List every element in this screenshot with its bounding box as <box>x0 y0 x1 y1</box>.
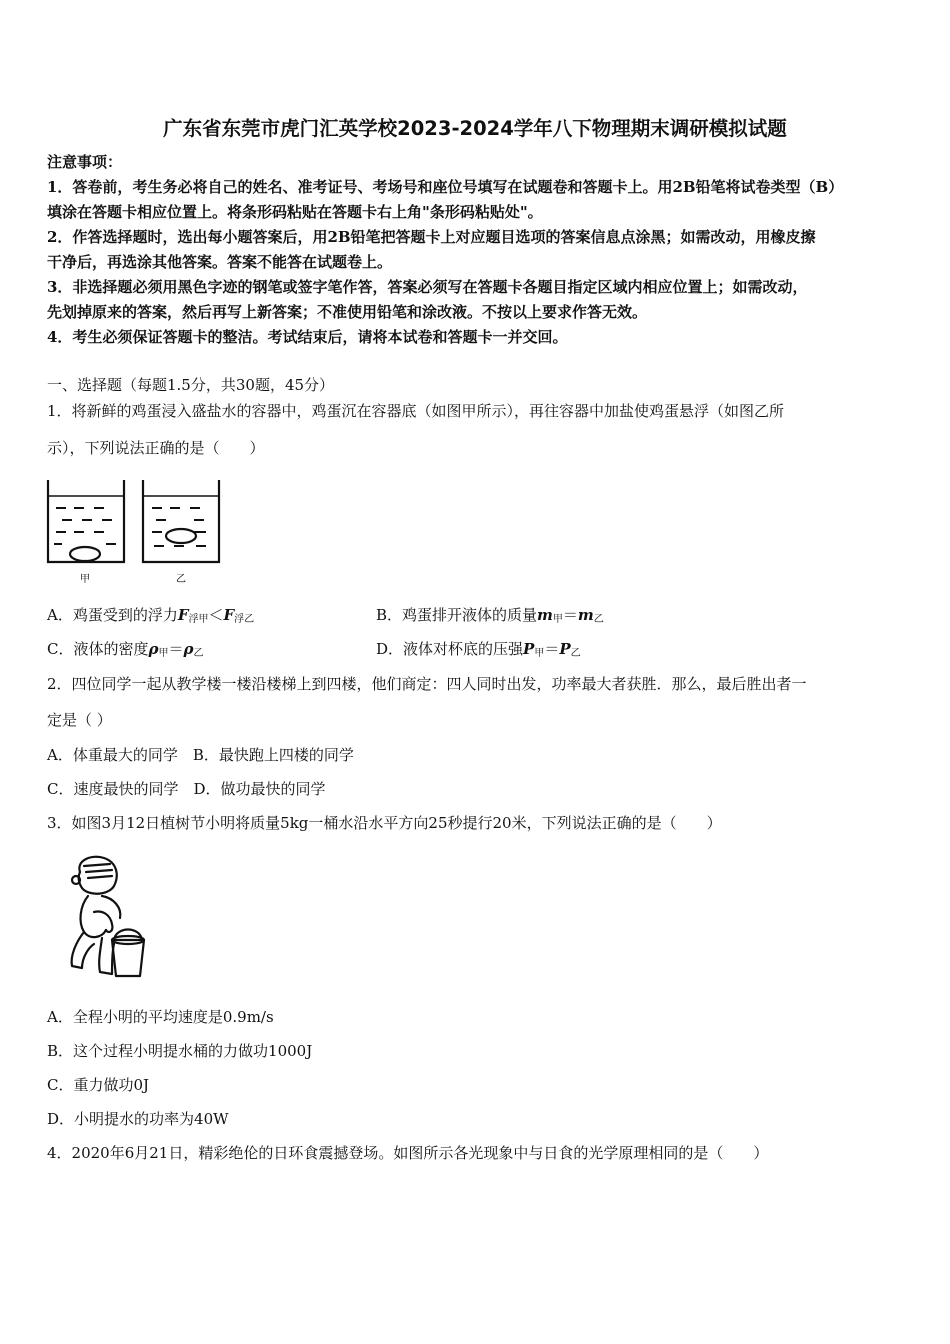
q3-option-b: B．这个过程小明提水桶的力做功1000J <box>47 1042 313 1060</box>
figure-label-b: 乙 <box>176 574 186 585</box>
notice-line: 2．作答选择题时，选出每小题答案后，用2B铅笔把答题卡上对应题目选项的答案信息点涂黑；如需改动，用橡皮擦 <box>47 228 816 246</box>
q2-stem-line1: 2．四位同学一起从教学楼一楼沿楼梯上到四楼，他们商定：四人同时出发，功率最大者获胜．那么，最后胜出者一 <box>47 675 807 693</box>
notice-line: 先划掉原来的答案，然后再写上新答案；不准使用铅笔和涂改液。不按以上要求作答无效。 <box>47 303 648 321</box>
page-title: 广东省东莞市虎门汇英学校2023-2024学年八下物理期末调研模拟试题 <box>163 117 787 140</box>
notice-line: 1．答卷前，考生务必将自己的姓名、准考证号、考场号和座位号填写在试题卷和答题卡上。用2B铅笔将试卷类型（B） <box>47 178 844 196</box>
q1-option-d: D．液体对杯底的压强$P_甲=P_乙$ <box>376 640 581 659</box>
q3-option-d: D．小明提水的功率为40W <box>47 1110 229 1128</box>
notice-line: 3．非选择题必须用黑色字迹的钢笔或签字笔作答，答案必须写在答题卡各题目指定区域内相应位置上；如需改动， <box>47 278 808 296</box>
q1-option-c: C．液体的密度$\rho_甲=\rho_乙$ <box>47 640 204 659</box>
section-heading: 一、选择题（每题1.5分，共30题，45分） <box>47 376 335 394</box>
q1-stem-line1: 1．将新鲜的鸡蛋浸入盛盐水的容器中，鸡蛋沉在容器底（如图甲所示），再往容器中加盐使鸡蛋悬浮（如图乙所 <box>47 402 785 420</box>
q2-options-cd: C．速度最快的同学 D．做功最快的同学 <box>47 780 326 798</box>
q1-option-b: B．鸡蛋排开液体的质量$m_甲=m_乙$ <box>376 606 604 625</box>
q3-stem: 3．如图3月12日植树节小明将质量5kg一桶水沿水平方向25秒提行20米，下列说法正确的是（ ） <box>47 814 722 832</box>
q3-option-a: A．全程小明的平均速度是0.9m/s <box>47 1008 274 1026</box>
notice-line: 干净后，再选涂其他答案。答案不能答在试题卷上。 <box>47 253 393 271</box>
q2-options-ab: A．体重最大的同学 B．最快跑上四楼的同学 <box>47 746 354 764</box>
q1-stem-line2: 示），下列说法正确的是（ ） <box>47 439 265 457</box>
q3-figure-boy-carrying-bucket <box>62 852 152 982</box>
notice-line: 填涂在答题卡相应位置上。将条形码粘贴在答题卡右上角"条形码粘贴处"。 <box>47 203 543 221</box>
q1-figure-beakers <box>44 474 224 586</box>
figure-label-a: 甲 <box>80 574 90 585</box>
q4-stem: 4．2020年6月21日，精彩绝伦的日环食震撼登场。如图所示各光现象中与日食的光学原理相同的是（ ） <box>47 1144 769 1162</box>
notice-line: 4．考生必须保证答题卡的整洁。考试结束后，请将本试卷和答题卡一并交回。 <box>47 328 568 346</box>
q3-option-c: C．重力做功0J <box>47 1076 150 1094</box>
notice-heading: 注意事项： <box>47 153 123 171</box>
q2-stem-line2: 定是（ ） <box>47 711 112 729</box>
q1-option-a: A．鸡蛋受到的浮力$F_{浮甲}<F_{浮乙}$ <box>47 606 255 625</box>
